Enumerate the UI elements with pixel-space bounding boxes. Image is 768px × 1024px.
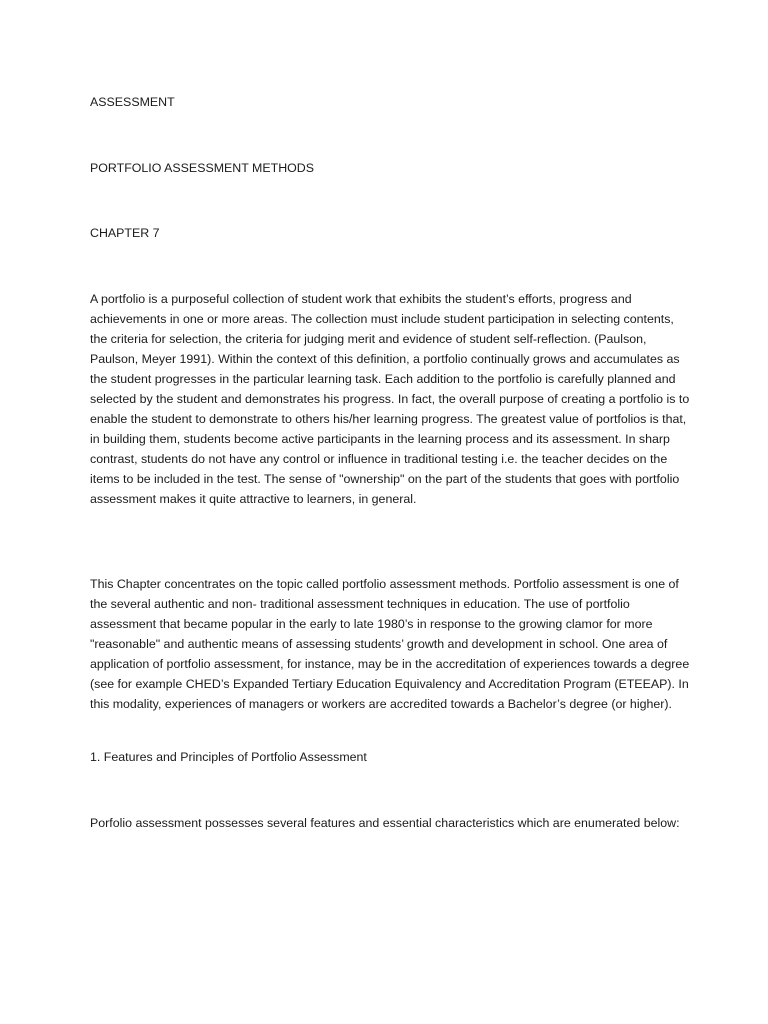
heading-topic: PORTFOLIO ASSESSMENT METHODS — [90, 161, 314, 175]
paragraph-definition: A portfolio is a purposeful collection of student work that exhibits the student’s efforts, progress and achievements in one or more areas. The collection must include student participation in selecting contents, the criteria for selection, the criteria for judging merit and evidence of student self-reflection. (Paulson, Paulson, Meyer 1991). Within the context of this definition, a portfolio continually grows and accumulates as the student progresses in the particular learning task. Each addition to the portfolio is carefully planned and selected by the student and demonstrates his progress. In fact, the overall purpose of creating a portfolio is to enable the student to demonstrate to others his/her learning progress. The greatest value of portfolios is that, in building them, students become active participants in the learning process and its assessment. In sharp contrast, students do not have any control or influence in traditional testing i.e. the teacher decides on the items to be included in the test. The sense of "ownership" on the part of the students that goes with portfolio assessment makes it quite attractive to learners, in general. — [90, 292, 690, 506]
heading-assessment: ASSESSMENT — [90, 95, 175, 109]
paragraph-chapter-intro: This Chapter concentrates on the topic called portfolio assessment methods. Portfolio assessment is one of the several authentic and non- traditional assessment techniques in education. The use of portfolio assessment that became popular in the early to late 1980’s in response to the growing clamor for more "reasonable" and authentic means of assessing students’ growth and development in school. One area of application of portfolio assessment, for instance, may be in the accreditation of experiences towards a degree (see for example CHED’s Expanded Tertiary Education Equivalency and Accreditation Program (ETEEAP). In this modality, experiences of managers or workers are accredited towards a Bachelor’s degree (or higher). — [90, 577, 690, 711]
section-heading: 1. Features and Principles of Portfolio Assessment — [90, 750, 367, 764]
heading-chapter: CHAPTER 7 — [90, 226, 160, 240]
paragraph-closing: Porfolio assessment possesses several features and essential characteristics which are enumerated below: — [90, 816, 680, 830]
